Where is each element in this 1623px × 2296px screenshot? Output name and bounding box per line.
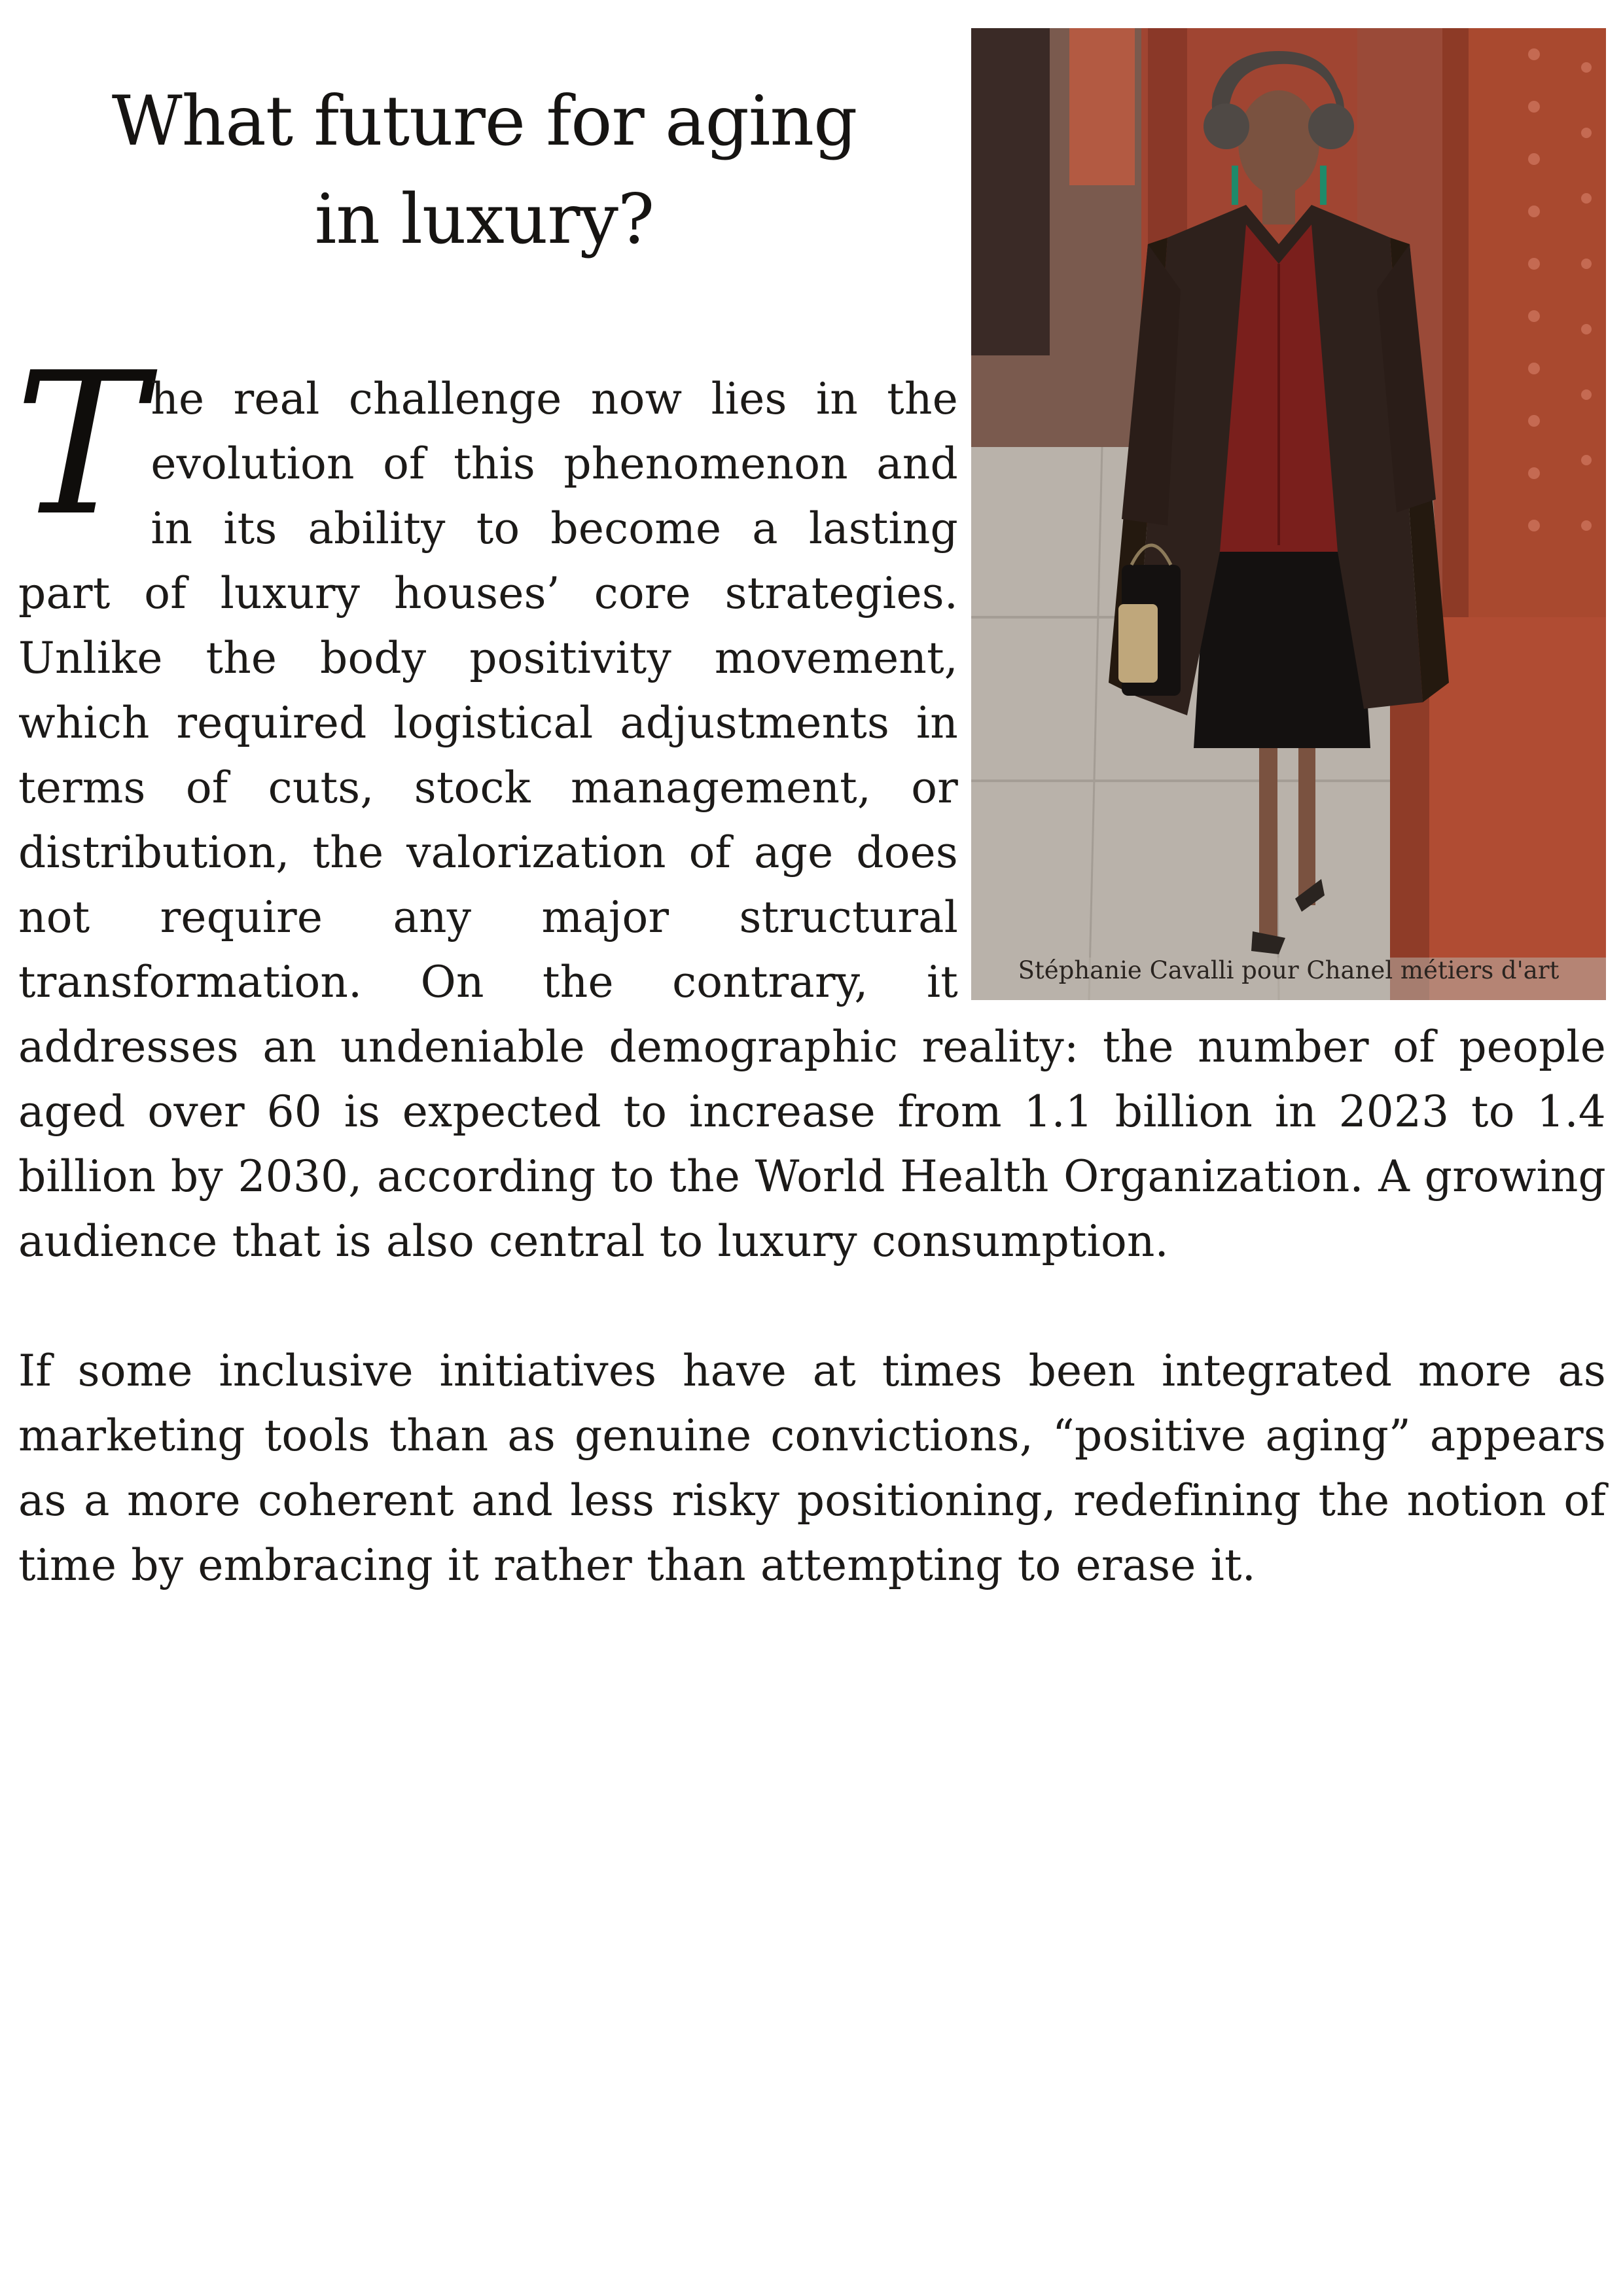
paragraph-1-text: he real challenge now lies in the evolution of this phenomenon and in its ability to become a lasting part of luxury houses’ core strategies. Unlike the body positivity movement, which required logistical adjustments in terms of cuts, stock management, or distribution, the valorization of age does not require any major structural transformation. On the contrary, it addresses an undeniable demographic reality: the number of people aged over 60 is expected to increase from 1.1 billion in 2023 to 1.4 billion by 2030, according to the World Health Organization. A growing audience that is also central to luxury consumption. (18, 374, 1606, 1266)
drop-cap: T (14, 331, 146, 559)
photo-caption: Stéphanie Cavalli pour Chanel métiers d'art (1018, 956, 1560, 984)
article-body (14, 331, 1606, 1598)
page-title: What future for aging in luxury? (111, 81, 857, 259)
article-paragraph-2: If some inclusive initiatives have at times been integrated more as marketing tools than as genuine convictions, “positive aging” appears as a more coherent and less risky positioning, redefining the notion of time by embracing it rather than attempting to erase it. (18, 1346, 1606, 1590)
layout-spacer-photo (958, 367, 1606, 1000)
